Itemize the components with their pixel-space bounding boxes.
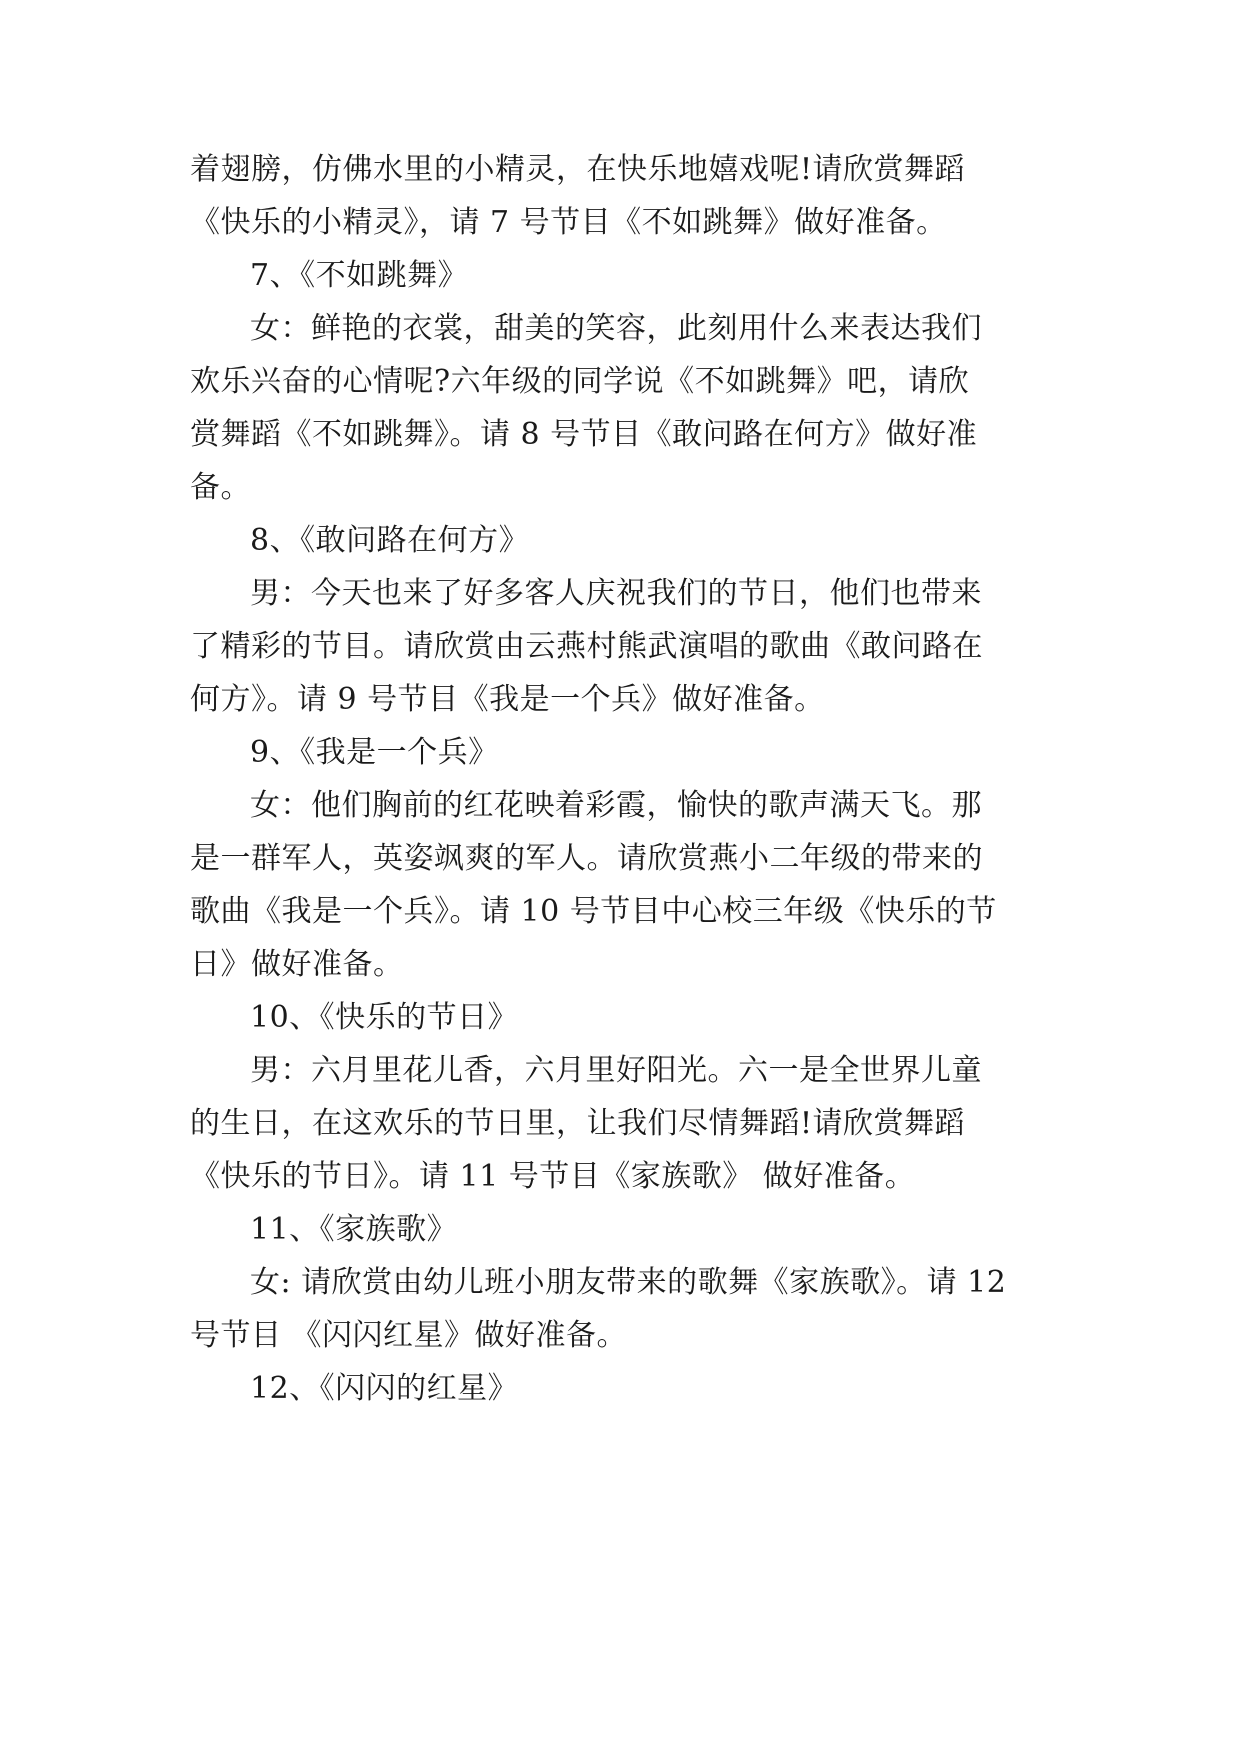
text-line: 男：今天也来了好多客人庆祝我们的节日，他们也带来 bbox=[250, 576, 982, 611]
text-line: 女：鲜艳的衣裳，甜美的笑容，此刻用什么来表达我们 bbox=[250, 311, 982, 346]
section-heading: 11、《家族歌》 bbox=[250, 1212, 458, 1247]
text-line: 号节目 《闪闪红星》做好准备。 bbox=[190, 1318, 628, 1353]
text-line: 《快乐的小精灵》，请 7 号节目《不如跳舞》做好准备。 bbox=[190, 205, 947, 240]
text-line: 赏舞蹈《不如跳舞》。请 8 号节目《敢问路在何方》做好准 bbox=[190, 417, 978, 452]
section-heading: 12、《闪闪的红星》 bbox=[250, 1371, 519, 1406]
text-line: 的生日，在这欢乐的节日里，让我们尽情舞蹈!请欣赏舞蹈 bbox=[190, 1106, 966, 1141]
text-line: 日》做好准备。 bbox=[190, 947, 404, 982]
text-line: 着翅膀，仿佛水里的小精灵，在快乐地嬉戏呢!请欣赏舞蹈 bbox=[190, 152, 966, 187]
text-line: 《快乐的节日》。请 11 号节目《家族歌》 做好准备。 bbox=[190, 1159, 916, 1194]
text-line: 了精彩的节目。请欣赏由云燕村熊武演唱的歌曲《敢问路在 bbox=[190, 629, 983, 664]
section-heading: 10、《快乐的节日》 bbox=[250, 1000, 519, 1035]
text-line: 何方》。请 9 号节目《我是一个兵》做好准备。 bbox=[190, 682, 825, 717]
text-line: 歌曲《我是一个兵》。请 10 号节目中心校三年级《快乐的节 bbox=[190, 894, 997, 929]
text-line: 是一群军人，英姿飒爽的军人。请欣赏燕小二年级的带来的 bbox=[190, 841, 983, 876]
text-line: 女: 请欣赏由幼儿班小朋友带来的歌舞《家族歌》。请 12 bbox=[250, 1265, 1007, 1300]
section-heading: 7、《不如跳舞》 bbox=[250, 258, 469, 293]
text-line: 备。 bbox=[190, 470, 251, 505]
text-line: 欢乐兴奋的心情呢?六年级的同学说《不如跳舞》吧，请欣 bbox=[190, 364, 970, 399]
section-heading: 9、《我是一个兵》 bbox=[250, 735, 499, 770]
section-heading: 8、《敢问路在何方》 bbox=[250, 523, 530, 558]
text-line: 男：六月里花儿香，六月里好阳光。六一是全世界儿童 bbox=[250, 1053, 982, 1088]
text-line: 女：他们胸前的红花映着彩霞，愉快的歌声满天飞。那 bbox=[250, 788, 982, 823]
